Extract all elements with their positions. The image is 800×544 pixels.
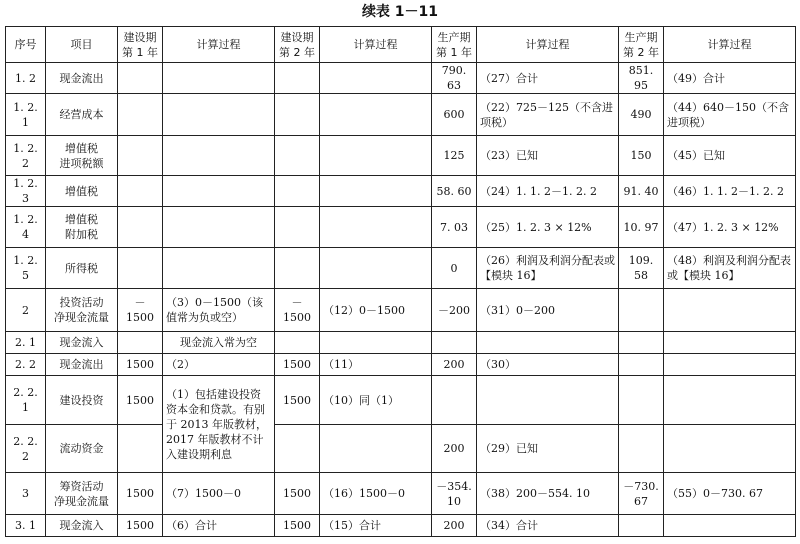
cell-p2 bbox=[619, 332, 664, 354]
cell-calc3: （29）已知 bbox=[477, 425, 619, 473]
cell-c1 bbox=[118, 136, 163, 176]
cell-calc4 bbox=[664, 425, 796, 473]
cell-c1 bbox=[118, 332, 163, 354]
header-construction-year-1: 建设期 第 1 年 bbox=[118, 27, 163, 63]
table-row bbox=[6, 136, 796, 176]
cell-calc2 bbox=[320, 94, 432, 136]
cell-p2: 91. 40 bbox=[619, 176, 664, 207]
cell-c2 bbox=[275, 63, 320, 94]
table-row bbox=[6, 289, 796, 332]
cell-calc3: （31）0－200 bbox=[477, 289, 619, 332]
cell-calc4 bbox=[664, 332, 796, 354]
cell-p2 bbox=[619, 376, 664, 425]
cell-p1: 7. 03 bbox=[432, 207, 477, 248]
cell-p1: 790. 63 bbox=[432, 63, 477, 94]
cell-seq: 2. 2. 1 bbox=[6, 376, 46, 425]
cell-seq: 2. 2. 2 bbox=[6, 425, 46, 473]
cell-calc3: （30） bbox=[477, 354, 619, 376]
cell-calc1: （2） bbox=[163, 354, 275, 376]
cell-item: 投资活动 净现金流量 bbox=[46, 289, 118, 332]
cell-p2 bbox=[619, 354, 664, 376]
cell-c1 bbox=[118, 248, 163, 289]
table-row bbox=[6, 94, 796, 136]
cell-seq: 1. 2. 5 bbox=[6, 248, 46, 289]
cell-seq: 1. 2. 2 bbox=[6, 136, 46, 176]
cell-seq: 1. 2 bbox=[6, 63, 46, 94]
cell-calc4 bbox=[664, 376, 796, 425]
cell-calc1: （7）1500－0 bbox=[163, 473, 275, 515]
cell-calc2: （12）0－1500 bbox=[320, 289, 432, 332]
cash-flow-table bbox=[5, 26, 796, 537]
header-seq: 序号 bbox=[6, 27, 46, 63]
cell-calc4: （55）0－730. 67 bbox=[664, 473, 796, 515]
cell-p1: 600 bbox=[432, 94, 477, 136]
cell-calc4 bbox=[664, 289, 796, 332]
cell-c2: 1500 bbox=[275, 354, 320, 376]
cell-p1: 200 bbox=[432, 354, 477, 376]
cell-calc1 bbox=[163, 248, 275, 289]
cell-item: 现金流入 bbox=[46, 332, 118, 354]
cell-calc1 bbox=[163, 136, 275, 176]
cell-item: 增值税 bbox=[46, 176, 118, 207]
table-caption: 续表 1－11 bbox=[361, 4, 439, 20]
cell-seq: 2. 2 bbox=[6, 354, 46, 376]
cell-seq: 2 bbox=[6, 289, 46, 332]
cell-calc4 bbox=[664, 515, 796, 537]
cell-seq: 1. 2. 4 bbox=[6, 207, 46, 248]
cell-c1 bbox=[118, 207, 163, 248]
cell-item: 现金流入 bbox=[46, 515, 118, 537]
cell-calc2 bbox=[320, 207, 432, 248]
cell-c2: 1500 bbox=[275, 376, 320, 425]
cell-c2 bbox=[275, 94, 320, 136]
cell-calc2: （10）同（1） bbox=[320, 376, 432, 425]
cell-p2 bbox=[619, 425, 664, 473]
cell-seq: 1. 2. 3 bbox=[6, 176, 46, 207]
cell-c1: 1500 bbox=[118, 515, 163, 537]
cell-c2: 1500 bbox=[275, 473, 320, 515]
cell-seq: 3. 1 bbox=[6, 515, 46, 537]
cell-item: 增值税 进项税额 bbox=[46, 136, 118, 176]
cell-c1 bbox=[118, 63, 163, 94]
cell-c2 bbox=[275, 176, 320, 207]
cell-p1: －200 bbox=[432, 289, 477, 332]
header-production-year-1: 生产期 第 1 年 bbox=[432, 27, 477, 63]
cell-seq: 1. 2. 1 bbox=[6, 94, 46, 136]
cell-calc2 bbox=[320, 425, 432, 473]
cell-item: 所得税 bbox=[46, 248, 118, 289]
cell-calc2: （16）1500－0 bbox=[320, 473, 432, 515]
cell-c1 bbox=[118, 176, 163, 207]
cell-p2 bbox=[619, 515, 664, 537]
cell-item: 现金流出 bbox=[46, 354, 118, 376]
cell-calc4: （46）1. 1. 2－1. 2. 2 bbox=[664, 176, 796, 207]
table-row bbox=[6, 425, 796, 473]
cell-c1 bbox=[118, 94, 163, 136]
cell-p2: －730. 67 bbox=[619, 473, 664, 515]
cell-calc4: （47）1. 2. 3 × 12% bbox=[664, 207, 796, 248]
cell-c2 bbox=[275, 136, 320, 176]
cell-p1: 200 bbox=[432, 425, 477, 473]
cell-c2: 1500 bbox=[275, 515, 320, 537]
cell-c2 bbox=[275, 425, 320, 473]
header-calc-4: 计算过程 bbox=[664, 27, 796, 63]
cell-calc1 bbox=[163, 207, 275, 248]
cell-calc1: （6）合计 bbox=[163, 515, 275, 537]
cell-c2 bbox=[275, 248, 320, 289]
table-row bbox=[6, 515, 796, 537]
table-row bbox=[6, 354, 796, 376]
cell-calc4 bbox=[664, 354, 796, 376]
cell-c2 bbox=[275, 207, 320, 248]
cell-calc3: （25）1. 2. 3 × 12% bbox=[477, 207, 619, 248]
cell-c2: －1500 bbox=[275, 289, 320, 332]
cell-calc2 bbox=[320, 136, 432, 176]
cell-item: 经营成本 bbox=[46, 94, 118, 136]
cell-p1: －354. 10 bbox=[432, 473, 477, 515]
cell-seq: 2. 1 bbox=[6, 332, 46, 354]
cell-calc1 bbox=[163, 94, 275, 136]
cell-p1: 58. 60 bbox=[432, 176, 477, 207]
table-row bbox=[6, 248, 796, 289]
cell-calc4: （45）已知 bbox=[664, 136, 796, 176]
cell-calc3: （27）合计 bbox=[477, 63, 619, 94]
cell-calc2 bbox=[320, 63, 432, 94]
cell-c1 bbox=[118, 425, 163, 473]
header-calc-2: 计算过程 bbox=[320, 27, 432, 63]
cell-p1: 200 bbox=[432, 515, 477, 537]
cell-p1 bbox=[432, 376, 477, 425]
cell-c1: －1500 bbox=[118, 289, 163, 332]
cell-calc3: （26）利润及利润分配表或【模块 16】 bbox=[477, 248, 619, 289]
header-construction-year-2: 建设期 第 2 年 bbox=[275, 27, 320, 63]
cell-item: 建设投资 bbox=[46, 376, 118, 425]
cell-calc4: （48）利润及利润分配表或【模块 16】 bbox=[664, 248, 796, 289]
cell-seq: 3 bbox=[6, 473, 46, 515]
cell-calc2: （15）合计 bbox=[320, 515, 432, 537]
cell-p2: 851. 95 bbox=[619, 63, 664, 94]
cell-p2: 490 bbox=[619, 94, 664, 136]
table-row bbox=[6, 207, 796, 248]
cell-c1: 1500 bbox=[118, 376, 163, 425]
table-row bbox=[6, 473, 796, 515]
table-row bbox=[6, 332, 796, 354]
cell-calc3 bbox=[477, 332, 619, 354]
cell-calc4: （49）合计 bbox=[664, 63, 796, 94]
header-calc-1: 计算过程 bbox=[163, 27, 275, 63]
cell-calc3: （38）200－554. 10 bbox=[477, 473, 619, 515]
cell-item: 增值税 附加税 bbox=[46, 207, 118, 248]
cell-calc3: （24）1. 1. 2－1. 2. 2 bbox=[477, 176, 619, 207]
cell-p2 bbox=[619, 289, 664, 332]
cell-c1: 1500 bbox=[118, 354, 163, 376]
cell-calc2: （11） bbox=[320, 354, 432, 376]
cell-calc2 bbox=[320, 332, 432, 354]
cell-p2: 109. 58 bbox=[619, 248, 664, 289]
cell-calc4: （44）640－150（不含进项税） bbox=[664, 94, 796, 136]
cell-p2: 150 bbox=[619, 136, 664, 176]
cell-p1: 125 bbox=[432, 136, 477, 176]
cell-calc3: （22）725－125（不含进项税） bbox=[477, 94, 619, 136]
header-production-year-2: 生产期 第 2 年 bbox=[619, 27, 664, 63]
cell-p1: 0 bbox=[432, 248, 477, 289]
cell-calc2 bbox=[320, 248, 432, 289]
cell-item: 筹资活动 净现金流量 bbox=[46, 473, 118, 515]
cell-item: 现金流出 bbox=[46, 63, 118, 94]
table-row bbox=[6, 63, 796, 94]
cell-calc1 bbox=[163, 176, 275, 207]
table-row bbox=[6, 376, 796, 425]
cell-calc1: 现金流入常为空 bbox=[163, 332, 275, 354]
cell-p1 bbox=[432, 332, 477, 354]
cell-calc1: （3）0－1500（该值常为负或空） bbox=[163, 289, 275, 332]
cell-p2: 10. 97 bbox=[619, 207, 664, 248]
header-item: 项目 bbox=[46, 27, 118, 63]
cell-calc1: （1）包括建设投资资本金和贷款。有别于 2013 年版教材，2017 年版教材不计入建设期利息 bbox=[163, 376, 275, 473]
header-calc-3: 计算过程 bbox=[477, 27, 619, 63]
cell-calc3 bbox=[477, 376, 619, 425]
header-row bbox=[6, 27, 796, 63]
cell-calc3: （34）合计 bbox=[477, 515, 619, 537]
cell-item: 流动资金 bbox=[46, 425, 118, 473]
cell-calc3: （23）已知 bbox=[477, 136, 619, 176]
cell-calc1 bbox=[163, 63, 275, 94]
cell-c2 bbox=[275, 332, 320, 354]
table-row bbox=[6, 176, 796, 207]
cell-calc2 bbox=[320, 176, 432, 207]
cell-c1: 1500 bbox=[118, 473, 163, 515]
